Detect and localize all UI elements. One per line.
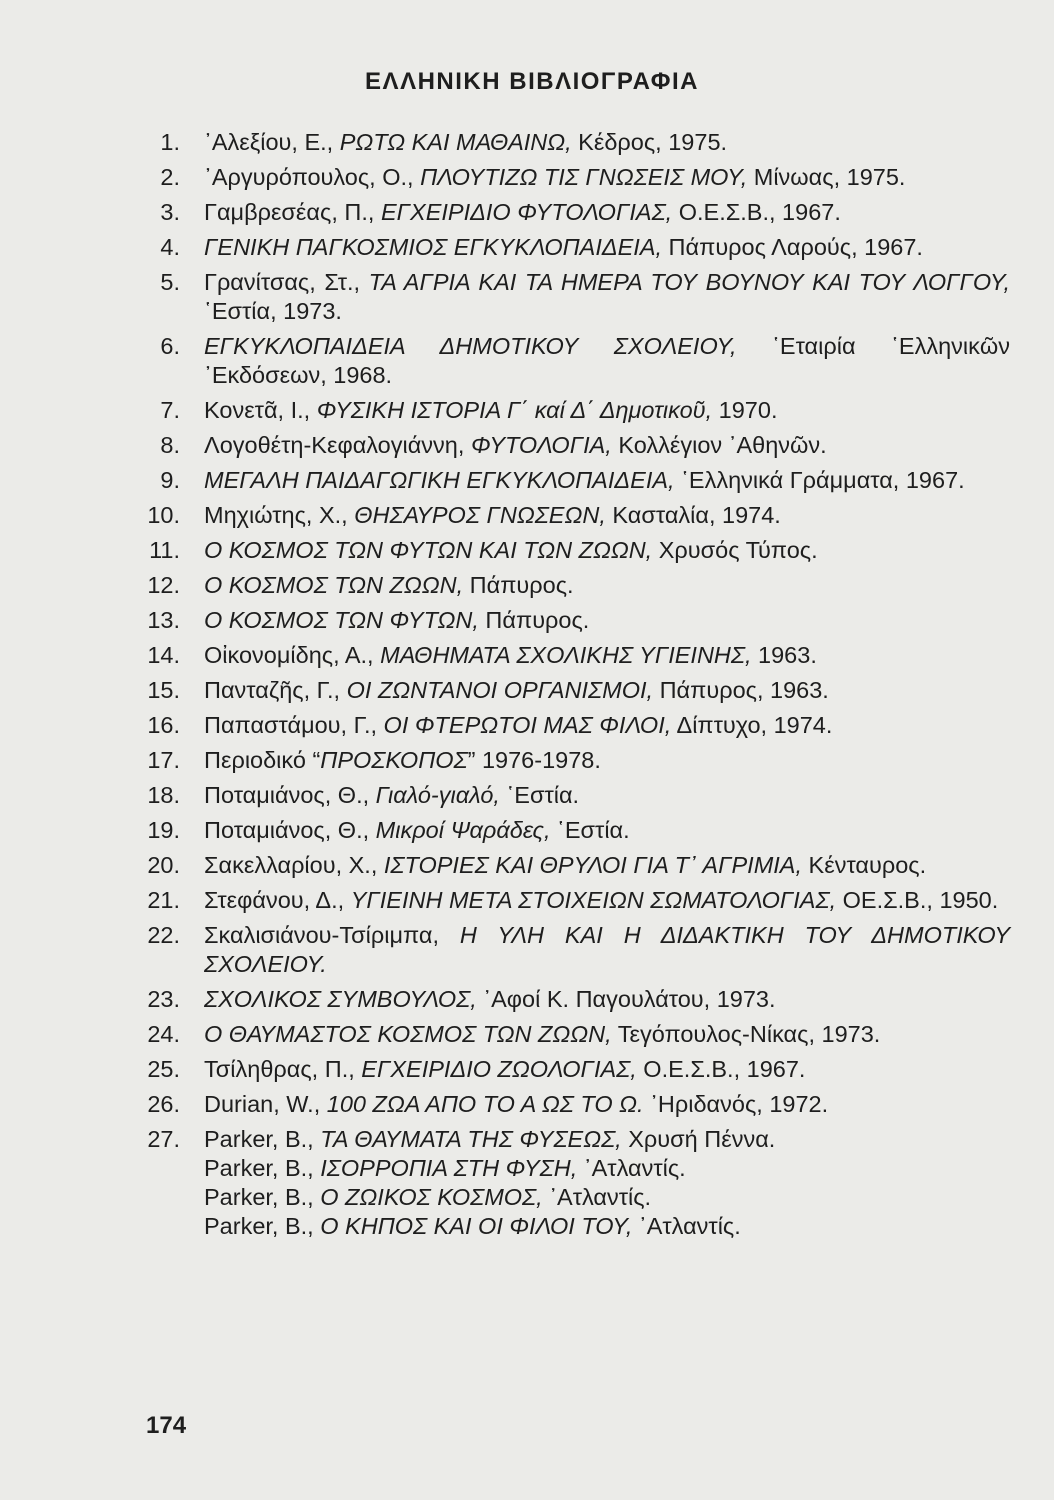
bibliography-entry bbox=[130, 431, 1010, 460]
entry-number: 9. bbox=[160, 467, 180, 493]
bibliography-entry bbox=[130, 641, 1010, 670]
entry-number: 5. bbox=[160, 269, 180, 295]
entry-publisher: ῾Ελληνικά Γράμματα, 1967. bbox=[674, 467, 965, 493]
entry-number: 27. bbox=[147, 1126, 180, 1152]
entry-author: Γρανίτσας, Στ., bbox=[204, 269, 369, 295]
entry-title: ΠΡΟΣΚΟΠΟΣ bbox=[320, 747, 468, 773]
entry-number: 21. bbox=[147, 887, 180, 913]
bibliography-entry bbox=[130, 781, 1010, 810]
entry-title: ΙΣΟΡΡΟΠΙΑ ΣΤΗ ΦΥΣΗ, bbox=[320, 1155, 578, 1181]
entry-author: Κονετᾶ, Ι., bbox=[204, 397, 317, 423]
bibliography-entry bbox=[130, 1055, 1010, 1084]
entry-number: 23. bbox=[147, 986, 180, 1012]
bibliography-entry bbox=[130, 676, 1010, 705]
entry-publisher: Κολλέγιον ᾿Αθηνῶν. bbox=[611, 432, 827, 458]
entry-author: Στεφάνου, Δ., bbox=[204, 887, 351, 913]
bibliography-entry bbox=[130, 851, 1010, 880]
entry-number: 15. bbox=[147, 677, 180, 703]
entry-title: ΦΥΣΙΚΗ ΙΣΤΟΡΙΑ Γ΄ καί Δ΄ Δημοτικοῦ, bbox=[316, 397, 713, 423]
entry-number: 6. bbox=[160, 333, 180, 359]
entry-author: Parker, B., bbox=[204, 1126, 321, 1152]
entry-author: Πανταζῆς, Γ., bbox=[204, 677, 347, 703]
entry-title: ΕΓΧΕΙΡΙΔΙΟ ΦΥΤΟΛΟΓΙΑΣ, bbox=[380, 199, 673, 225]
entry-author: Γαμβρεσέας, Π., bbox=[204, 199, 381, 225]
entry-publisher: ΟΕ.Σ.Β., 1950. bbox=[836, 887, 999, 913]
entry-author: Τσίληθρας, Π., bbox=[204, 1056, 362, 1082]
page-number: 174 bbox=[146, 1412, 187, 1439]
entry-publisher: Κέδρος, 1975. bbox=[571, 129, 728, 155]
entry-title: Μικροί Ψαράδες, bbox=[375, 817, 551, 843]
entry-publisher: ᾿Ατλαντίς. bbox=[632, 1213, 741, 1239]
entry-publisher: ῾Εστία. bbox=[550, 817, 630, 843]
entry-number: 16. bbox=[147, 712, 180, 738]
bibliography-entry bbox=[130, 816, 1010, 845]
entry-publisher: Πάπυρος, 1963. bbox=[653, 677, 829, 703]
entry-publisher: Πάπυρος. bbox=[463, 572, 574, 598]
entry-publisher: Κασταλία, 1974. bbox=[605, 502, 781, 528]
entry-publisher: ῾Εστία, 1973. bbox=[204, 298, 342, 324]
bibliography-entry bbox=[130, 1154, 1010, 1183]
entry-publisher: ῾Εταιρία ῾Ελληνικῶν ᾿Εκδόσεων, 1968. bbox=[204, 333, 1010, 388]
entry-author: Parker, B., bbox=[204, 1184, 321, 1210]
entry-author: Parker, B., bbox=[204, 1213, 321, 1239]
entry-number: 2. bbox=[160, 164, 180, 190]
entry-number: 26. bbox=[147, 1091, 180, 1117]
bibliography-entry bbox=[130, 571, 1010, 600]
bibliography-entry bbox=[130, 746, 1010, 775]
entry-author: Σκαλισιάνου-Τσίριμπα, bbox=[204, 922, 460, 948]
entry-author: Περιοδικό “ bbox=[204, 747, 321, 773]
entry-author: Σακελλαρίου, Χ., bbox=[204, 852, 384, 878]
entry-author: Parker, B., bbox=[204, 1155, 321, 1181]
entry-number: 7. bbox=[160, 397, 180, 423]
entry-author: Durian, W., bbox=[204, 1091, 327, 1117]
bibliography-list bbox=[130, 128, 1010, 1247]
bibliography-entry bbox=[130, 711, 1010, 740]
entry-author: Λογοθέτη-Κεφαλογιάννη, bbox=[204, 432, 471, 458]
entry-publisher: 1963. bbox=[751, 642, 817, 668]
entry-number: 19. bbox=[147, 817, 180, 843]
entry-title: ΥΓΙΕΙΝΗ ΜΕΤΑ ΣΤΟΙΧΕΙΩΝ ΣΩΜΑΤΟΛΟΓΙΑΣ, bbox=[350, 887, 837, 913]
entry-title: Ο ΘΑΥΜΑΣΤΟΣ ΚΟΣΜΟΣ ΤΩΝ ΖΩΩΝ, bbox=[204, 1021, 612, 1047]
bibliography-entry bbox=[130, 466, 1010, 495]
entry-publisher: Ο.Ε.Σ.Β., 1967. bbox=[672, 199, 841, 225]
entry-title: ΜΕΓΑΛΗ ΠΑΙΔΑΓΩΓΙΚΗ ΕΓΚΥΚΛΟΠΑΙΔΕΙΑ, bbox=[204, 467, 675, 493]
entry-publisher: Χρυσή Πέννα. bbox=[621, 1126, 776, 1152]
entry-number: 8. bbox=[160, 432, 180, 458]
entry-title: Ο ΚΟΣΜΟΣ ΤΩΝ ΖΩΩΝ, bbox=[204, 572, 464, 598]
entry-publisher: Πάπυρος Λαρούς, 1967. bbox=[662, 234, 923, 260]
entry-publisher: Χρυσός Τύπος. bbox=[652, 537, 818, 563]
entry-author: Παπαστάμου, Γ., bbox=[204, 712, 384, 738]
entry-title: Γιαλό-γιαλό, bbox=[375, 782, 500, 808]
bibliography-entry bbox=[130, 921, 1010, 979]
bibliography-entry bbox=[130, 1125, 1010, 1154]
entry-number: 12. bbox=[147, 572, 180, 598]
entry-title: ΤΑ ΘΑΥΜΑΤΑ ΤΗΣ ΦΥΣΕΩΣ, bbox=[320, 1126, 622, 1152]
bibliography-entry bbox=[130, 606, 1010, 635]
entry-number: 24. bbox=[147, 1021, 180, 1047]
bibliography-entry bbox=[130, 198, 1010, 227]
entry-author: Ποταμιάνος, Θ., bbox=[204, 817, 376, 843]
bibliography-entry bbox=[130, 1183, 1010, 1212]
bibliography-entry bbox=[130, 1020, 1010, 1049]
entry-publisher: Τεγόπουλος-Νίκας, 1973. bbox=[611, 1021, 881, 1047]
entry-title: ΜΑΘΗΜΑΤΑ ΣΧΟΛΙΚΗΣ ΥΓΙΕΙΝΗΣ, bbox=[380, 642, 752, 668]
entry-number: 17. bbox=[147, 747, 180, 773]
entry-title: ΘΗΣΑΥΡΟΣ ΓΝΩΣΕΩΝ, bbox=[354, 502, 606, 528]
entry-number: 4. bbox=[160, 234, 180, 260]
entry-author: ᾿Αργυρόπουλος, Ο., bbox=[204, 164, 421, 190]
bibliography-entry bbox=[130, 396, 1010, 425]
entry-number: 3. bbox=[160, 199, 180, 225]
entry-number: 11. bbox=[149, 537, 180, 563]
entry-title: ΠΛΟΥΤΙΖΩ ΤΙΣ ΓΝΩΣΕΙΣ ΜΟΥ, bbox=[420, 164, 748, 190]
entry-publisher: ᾿Αφοί Κ. Παγουλάτου, 1973. bbox=[476, 986, 776, 1012]
entry-publisher: ῾Εστία. bbox=[499, 782, 580, 808]
entry-publisher: Δίπτυχο, 1974. bbox=[671, 712, 833, 738]
bibliography-entry bbox=[130, 128, 1010, 157]
entry-number: 10. bbox=[147, 502, 180, 528]
entry-title: 100 ΖΩΑ ΑΠΟ ΤΟ Α ΩΣ ΤΟ Ω. bbox=[326, 1091, 644, 1117]
bibliography-entry bbox=[130, 233, 1010, 262]
bibliography-entry bbox=[130, 1090, 1010, 1119]
entry-publisher: ᾿Ατλαντίς. bbox=[542, 1184, 652, 1210]
entry-author: ᾿Αλεξίου, Ε., bbox=[204, 129, 340, 155]
bibliography-entry bbox=[130, 536, 1010, 565]
entry-number: 1. bbox=[160, 129, 180, 155]
entry-title: ΣΧΟΛΙΚΟΣ ΣΥΜΒΟΥΛΟΣ, bbox=[204, 986, 477, 1012]
entry-title: ΕΓΚΥΚΛΟΠΑΙΔΕΙΑ ΔΗΜΟΤΙΚΟΥ ΣΧΟΛΕΙΟΥ, bbox=[204, 333, 737, 359]
entry-number: 25. bbox=[147, 1056, 180, 1082]
entry-title: Ο ΚΟΣΜΟΣ ΤΩΝ ΦΥΤΩΝ, bbox=[204, 607, 479, 633]
entry-title: ΤΑ ΑΓΡΙΑ ΚΑΙ ΤΑ ΗΜΕΡΑ ΤΟΥ ΒΟΥΝΟΥ ΚΑΙ ΤΟΥ ΛΟΓΓΟΥ, bbox=[368, 269, 1010, 295]
entry-publisher: ᾿Ηριδανός, 1972. bbox=[643, 1091, 829, 1117]
entry-author: Μηχιώτης, Χ., bbox=[204, 502, 355, 528]
bibliography-entry bbox=[130, 501, 1010, 530]
entry-author: Ποταμιάνος, Θ., bbox=[204, 782, 376, 808]
entry-title: Ο ΚΟΣΜΟΣ ΤΩΝ ΦΥΤΩΝ ΚΑΙ ΤΩΝ ΖΩΩΝ, bbox=[204, 537, 653, 563]
entry-publisher: Ο.Ε.Σ.Β., 1967. bbox=[636, 1056, 806, 1082]
entry-title: Η ΥΛΗ ΚΑΙ Η ΔΙΔΑΚΤΙΚΗ ΤΟΥ ΔΗΜΟΤΙΚΟΥ ΣΧΟΛΕΙΟΥ. bbox=[204, 922, 1011, 977]
entry-publisher: Μίνωας, 1975. bbox=[747, 164, 906, 190]
entry-title: ΕΓΧΕΙΡΙΔΙΟ ΖΩΟΛΟΓΙΑΣ, bbox=[361, 1056, 637, 1082]
page-title: ΕΛΛΗΝΙΚΗ ΒΙΒΛΙΟΓΡΑΦΙΑ bbox=[365, 68, 699, 95]
entry-title: ΟΙ ΖΩΝΤΑΝΟΙ ΟΡΓΑΝΙΣΜΟΙ, bbox=[346, 677, 654, 703]
entry-title: ΓΕΝΙΚΗ ΠΑΓΚΟΣΜΙΟΣ ΕΓΚΥΚΛΟΠΑΙΔΕΙΑ, bbox=[204, 234, 663, 260]
entry-title: Ο ΚΗΠΟΣ ΚΑΙ ΟΙ ΦΙΛΟΙ ΤΟΥ, bbox=[320, 1213, 633, 1239]
entry-number: 14. bbox=[147, 642, 180, 668]
entry-title: ΙΣΤΟΡΙΕΣ ΚΑΙ ΘΡΥΛΟΙ ΓΙΑ Τ᾿ ΑΓΡΙΜΙΑ, bbox=[383, 852, 803, 878]
entry-publisher: 1970. bbox=[712, 397, 778, 423]
entry-publisher: Πάπυρος. bbox=[478, 607, 590, 633]
entry-number: 18. bbox=[147, 782, 180, 808]
entry-author: Οἰκονομίδης, Α., bbox=[204, 642, 381, 668]
entry-title: ΡΩΤΩ ΚΑΙ ΜΑΘΑΙΝΩ, bbox=[339, 129, 572, 155]
bibliography-entry bbox=[130, 1212, 1010, 1241]
bibliography-entry bbox=[130, 985, 1010, 1014]
bibliography-entry bbox=[130, 268, 1010, 326]
entry-title: ΟΙ ΦΤΕΡΩΤΟΙ ΜΑΣ ΦΙΛΟΙ, bbox=[383, 712, 672, 738]
entry-publisher: ” 1976-1978. bbox=[467, 747, 601, 773]
entry-number: 20. bbox=[147, 852, 180, 878]
bibliography-entry bbox=[130, 332, 1010, 390]
bibliography-entry bbox=[130, 163, 1010, 192]
entry-publisher: ᾿Ατλαντίς. bbox=[577, 1155, 686, 1181]
entry-number: 22. bbox=[147, 922, 180, 948]
bibliography-entry bbox=[130, 886, 1010, 915]
entry-title: ΦΥΤΟΛΟΓΙΑ, bbox=[470, 432, 612, 458]
entry-title: Ο ΖΩΙΚΟΣ ΚΟΣΜΟΣ, bbox=[320, 1184, 543, 1210]
entry-publisher: Κένταυρος. bbox=[802, 852, 927, 878]
entry-number: 13. bbox=[147, 607, 180, 633]
